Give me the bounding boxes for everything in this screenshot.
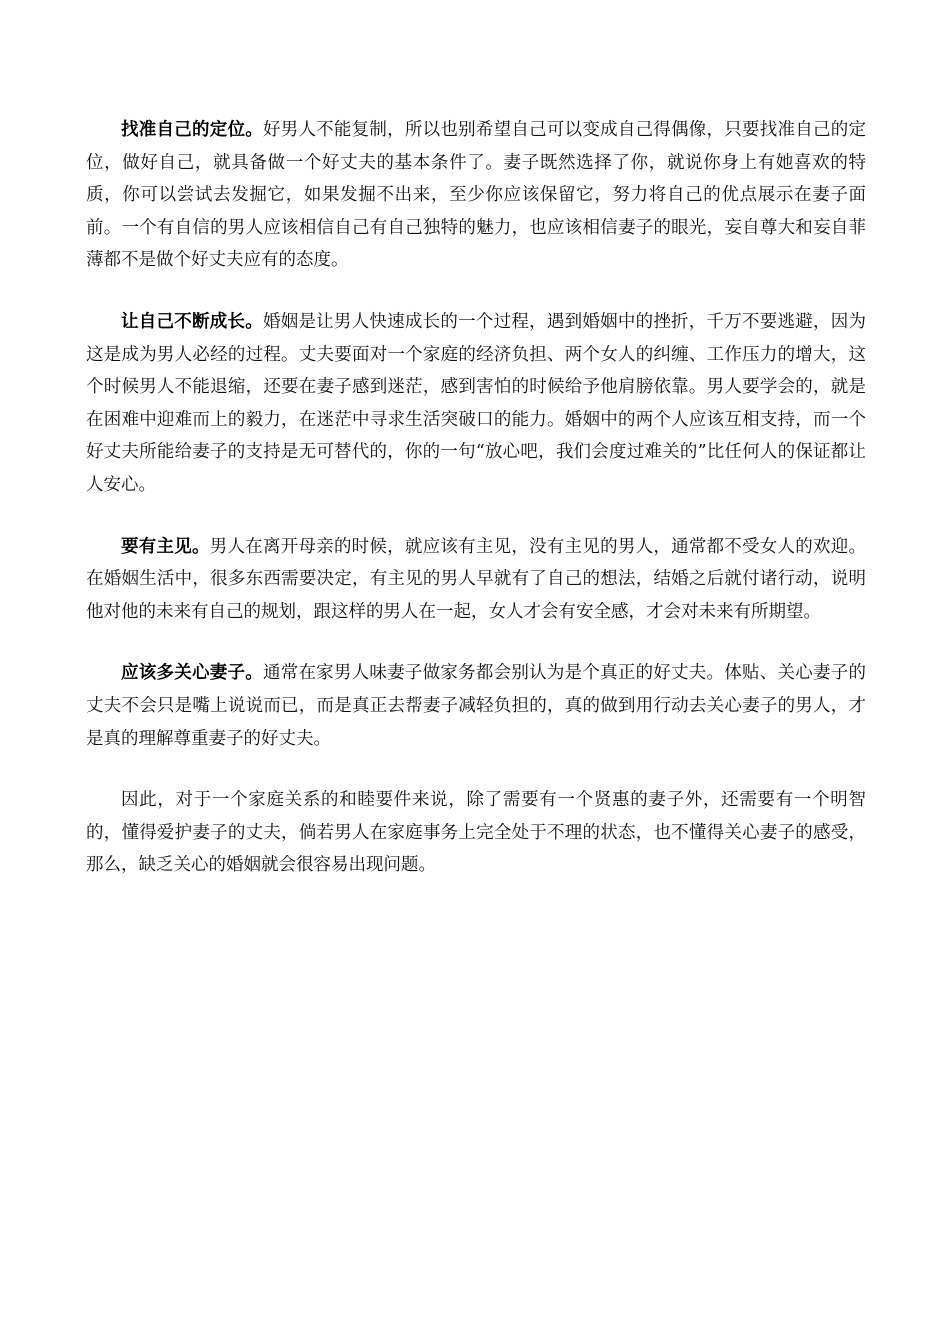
paragraph-positioning <box>86 114 866 277</box>
paragraph-care <box>86 657 866 755</box>
paragraph-body: 通常在家男人味妻子做家务都会别认为是个真正的好丈夫。体贴、关心妻子的丈夫不会只是嘴上说说而已，而是真正去帮妻子减轻负担的，真的做到用行动去关心妻子的男人，才是真的理解尊重妻子的好丈夫。 <box>86 663 866 749</box>
paragraph-heading: 应该多关心妻子。 <box>121 663 263 684</box>
paragraph-body: 婚姻是让男人快速成长的一个过程，遇到婚姻中的挫折，千万不要逃避，因为这是成为男人必经的过程。丈夫要面对一个家庭的经济负担、两个女人的纠缠、工作压力的增大，这个时候男人不能退缩，还要在妻子感到迷茫，感到害怕的时候给予他肩膀依靠。男人要学会的，就是在困难中迎难而上的毅力，在迷茫中寻求生活突破口的能力。婚姻中的两个人应该互相支持，而一个好丈夫所能给妻子的支持是无可替代的，你的一句“放心吧，我们会度过难关的”比任何人的保证都让人安心。 <box>86 311 866 495</box>
paragraph-growth <box>86 306 866 502</box>
paragraph-heading: 让自己不断成长。 <box>121 311 263 332</box>
paragraph-opinion <box>86 531 866 629</box>
paragraph-heading: 找准自己的定位。 <box>121 120 263 140</box>
paragraph-body: 男人在离开母亲的时候，就应该有主见，没有主见的男人，通常都不受女人的欢迎。在婚姻生活中，很多东西需要决定，有主见的男人早就有了自己的想法，结婚之后就付诸行动，说明他对他的未来有自己的规划，跟这样的男人在一起，女人才会有安全感，才会对未来有所期望。 <box>86 536 867 622</box>
paragraph-heading: 要有主见。 <box>121 536 210 557</box>
paragraph-body: 因此，对于一个家庭关系的和睦要件来说，除了需要有一个贤惠的妻子外，还需要有一个明智的，懂得爱护妻子的丈夫，倘若男人在家庭事务上完全处于不理的状态，也不懂得关心妻子的感受，那么，缺乏关心的婚姻就会很容易出现问题。 <box>86 790 866 876</box>
paragraph-conclusion <box>86 784 866 882</box>
document-page <box>86 114 866 911</box>
paragraph-body: 好男人不能复制，所以也别希望自己可以变成自己得偶像，只要找准自己的定位，做好自己，就具备做一个好丈夫的基本条件了。妻子既然选择了你，就说你身上有她喜欢的特质，你可以尝试去发掘它，如果发掘不出来，至少你应该保留它，努力将自己的优点展示在妻子面前。一个有自信的男人应该相信自己有自己独特的魅力，也应该相信妻子的眼光，妄自尊大和妄自菲薄都不是做个好丈夫应有的态度。 <box>86 120 866 271</box>
